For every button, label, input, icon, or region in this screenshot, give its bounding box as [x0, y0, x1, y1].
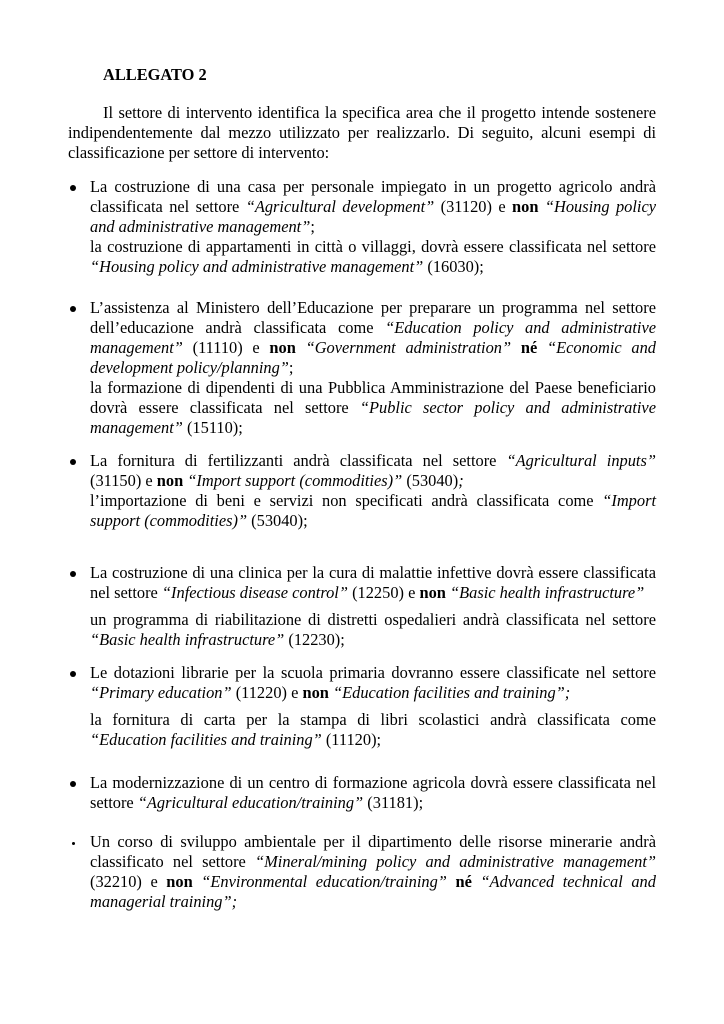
bold-text: né: [455, 872, 472, 891]
bold-text: né: [520, 338, 538, 357]
text: la fornitura di carta per la stampa di libri scolastici andrà classificata come: [90, 710, 656, 729]
sector-name: “Advanced technical and managerial training”;: [90, 872, 656, 911]
list-item-paragraph: [90, 663, 656, 703]
text: [537, 338, 547, 357]
text: (12250) e: [347, 583, 420, 602]
text: [296, 338, 306, 357]
bullet-icon: [68, 451, 78, 471]
bold-text: non: [269, 338, 296, 357]
example-list: [68, 177, 656, 912]
sector-name: “Agricultural education/training”: [137, 793, 364, 812]
text: la costruzione di appartamenti in città o villaggi, dovrà essere classificata nel settore: [90, 237, 656, 256]
list-item-paragraph: [90, 177, 656, 237]
sector-name: “Infectious disease control”: [161, 583, 348, 602]
text: (53040): [402, 471, 459, 490]
sector-name: “Education policy and administrative management”: [90, 318, 656, 357]
sector-name: “Education facilities and training”: [90, 730, 322, 749]
text: (12230);: [284, 630, 345, 649]
text: Un corso di sviluppo ambientale per il dipartimento delle risorse minerarie andrà classificato nel settore: [90, 832, 656, 871]
text: La costruzione di una clinica per la cura di malattie infettive dovrà essere classificata nel settore: [90, 563, 656, 602]
sector-name: “Economic and development policy/planning”: [90, 338, 656, 377]
sector-name: “Agricultural development”: [245, 197, 435, 216]
sector-name: “Import support (commodities)”: [187, 471, 403, 490]
text: ;: [310, 217, 315, 236]
bold-text: non: [512, 197, 539, 216]
text: (15110);: [182, 418, 243, 437]
text: [193, 872, 202, 891]
list-item: [68, 663, 656, 750]
bold-text: non: [166, 872, 193, 891]
text: (53040);: [247, 511, 308, 530]
bold-text: non: [302, 683, 329, 702]
list-item-paragraph: [90, 451, 656, 491]
text: ;: [288, 358, 294, 377]
sector-name: “Environmental education/training”: [201, 872, 447, 891]
sector-name: “Government administration”: [305, 338, 512, 357]
text: un programma di riabilitazione di distretti ospedalieri andrà classificata nel settore: [90, 610, 656, 629]
document-title: ALLEGATO 2: [103, 65, 207, 84]
list-item-paragraph: [90, 563, 656, 603]
bullet-icon: [68, 832, 78, 852]
bold-text: non: [419, 583, 446, 602]
list-item-paragraph: [90, 237, 656, 277]
text: La modernizzazione di un centro di formazione agricola dovrà essere classificata nel settore: [90, 773, 656, 812]
list-item: [68, 177, 656, 277]
sector-name: “Basic health infrastructure”: [450, 583, 645, 602]
list-item-paragraph: [90, 298, 656, 378]
list-item: [68, 298, 656, 438]
sector-name: “Agricultural inputs”: [506, 451, 656, 470]
list-item-paragraph: [90, 378, 656, 438]
sector-name: “Education facilities and training”;: [333, 683, 571, 702]
list-item: [68, 563, 656, 650]
text: (11120);: [321, 730, 382, 749]
text: (16030);: [423, 257, 484, 276]
bullet-icon: [68, 298, 78, 318]
text: (31120) e: [434, 197, 513, 216]
list-item-paragraph: [90, 773, 656, 813]
text: (11220) e: [231, 683, 303, 702]
text: (11110) e: [182, 338, 270, 357]
bullet-icon: [68, 177, 78, 197]
list-item-paragraph: [90, 832, 656, 912]
sector-name: ;: [458, 471, 464, 490]
document-page: [68, 65, 656, 912]
bullet-icon: [68, 563, 78, 583]
text: Le dotazioni librarie per la scuola primaria dovranno essere classificate nel settore: [90, 663, 656, 682]
text: (31181);: [363, 793, 424, 812]
text: (32210) e: [90, 872, 167, 891]
text: La costruzione di una casa per personale impiegato in un progetto agricolo andrà classificata nel settore: [90, 177, 656, 216]
text: l’importazione di beni e servizi non specificati andrà classificata come: [90, 491, 603, 510]
sector-name: “Primary education”: [90, 683, 232, 702]
sector-name: “Housing policy and administrative management”: [90, 197, 656, 236]
text: la formazione di dipendenti di una Pubblica Amministrazione del Paese beneficiario dovrà essere classificata nel settore: [90, 378, 656, 417]
list-item-paragraph: [90, 710, 656, 750]
intro-paragraph: Il settore di intervento identifica la specifica area che il progetto intende sostenere indipendentemente dal mezzo utilizzato per realizzarlo. Di seguito, alcuni esempi di classificazione per settore di intervento:: [68, 103, 656, 162]
sector-name: “Import support (commodities)”: [90, 491, 656, 530]
list-item: [68, 773, 656, 813]
list-item: [68, 451, 656, 531]
text: (31150) e: [90, 471, 157, 490]
text: La fornitura di fertilizzanti andrà classificata nel settore: [90, 451, 507, 470]
sector-name: “Mineral/mining policy and administrative management”: [255, 852, 656, 871]
list-item-paragraph: [90, 491, 656, 531]
list-item-paragraph: [90, 610, 656, 650]
bullet-icon: [68, 663, 78, 683]
bold-text: non: [156, 471, 184, 490]
text: [511, 338, 521, 357]
list-item: [68, 832, 656, 912]
sector-name: “Basic health infrastructure”: [90, 630, 285, 649]
sector-name: “Housing policy and administrative management”: [90, 257, 424, 276]
bullet-icon: [68, 773, 78, 793]
text: L’assistenza al Ministero dell’Educazione per preparare un programma nel settore dell’educazione andrà classificata come: [90, 298, 656, 337]
sector-name: “Public sector policy and administrative management”: [90, 398, 656, 437]
